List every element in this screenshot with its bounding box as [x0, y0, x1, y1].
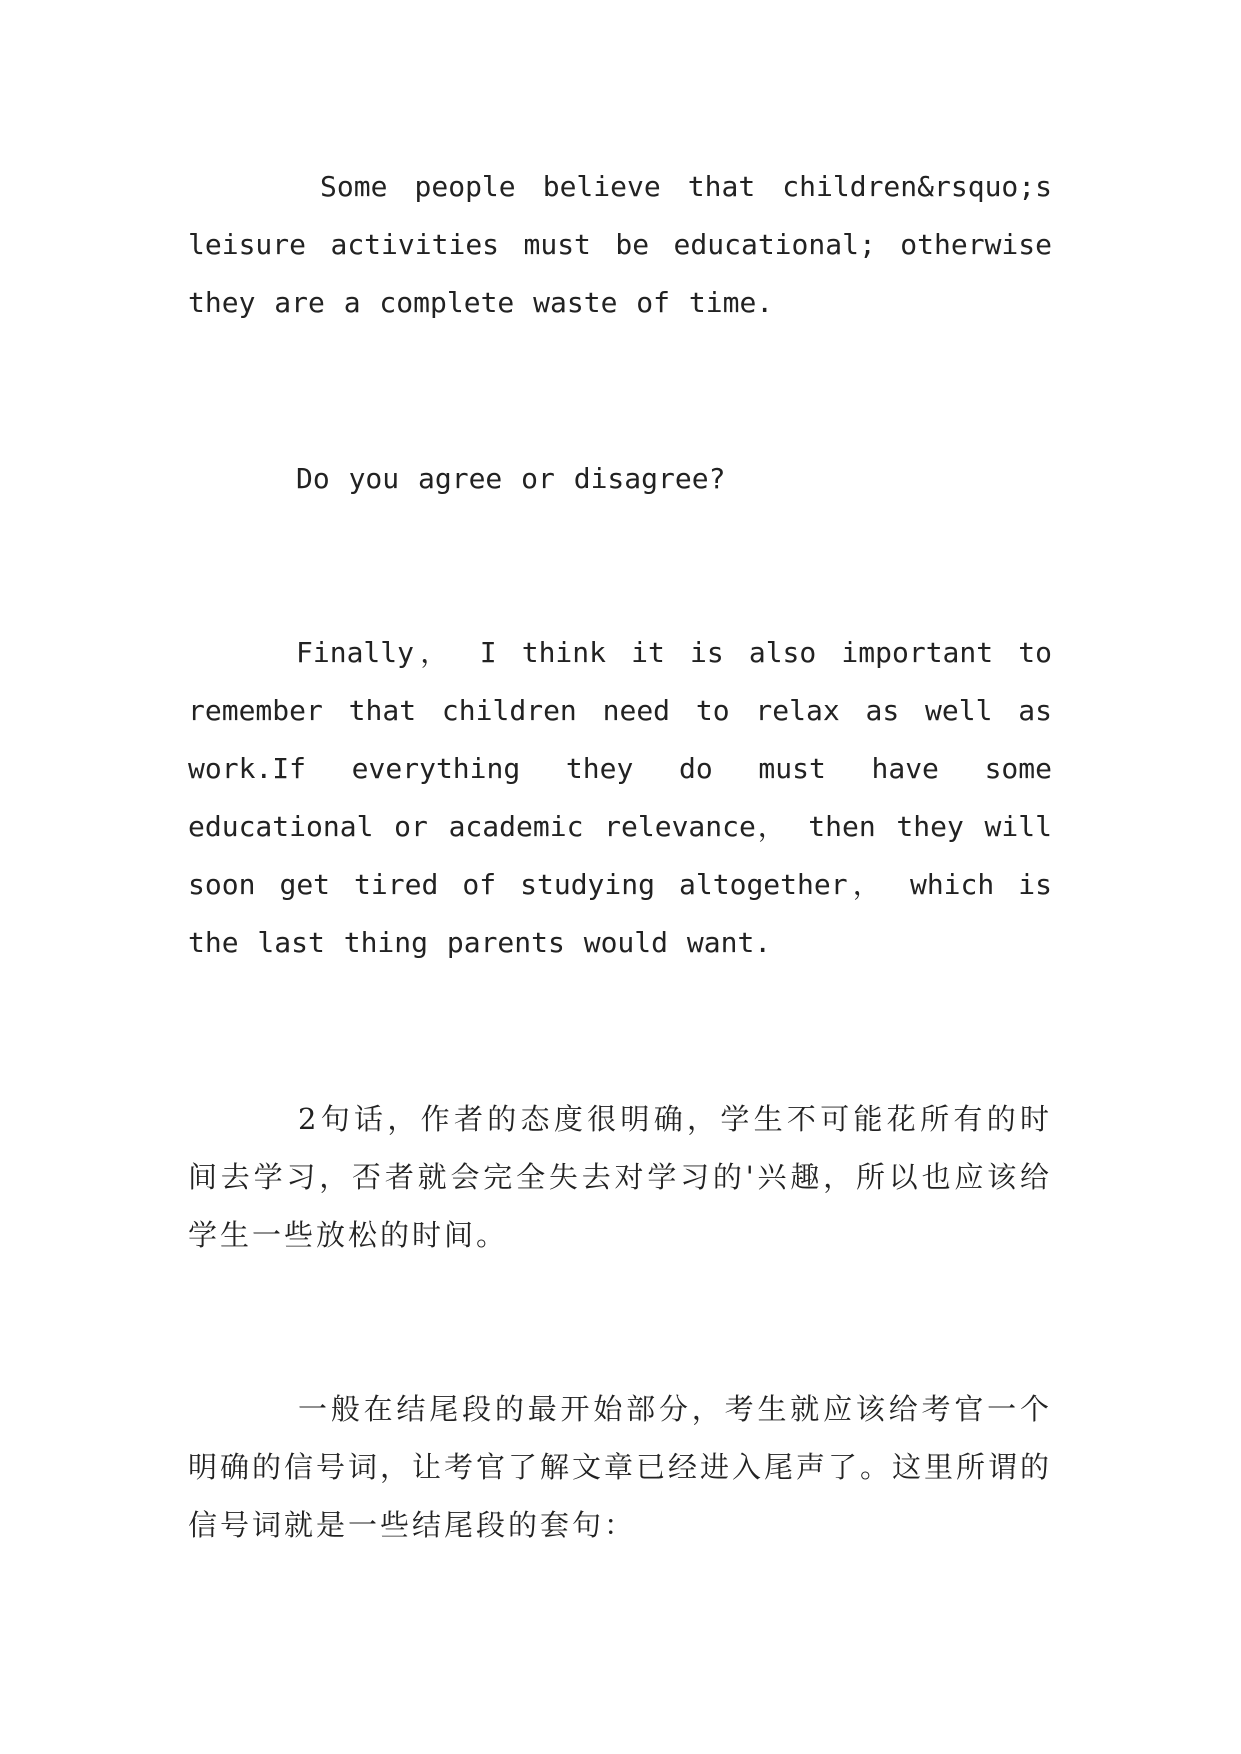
signal-words-paragraph: 一般在结尾段的最开始部分，考生就应该给考官一个明确的信号词，让考官了解文章已经进入尾声了。这里所谓的信号词就是一些结尾段的套句： — [188, 1392, 1053, 1542]
sample-conclusion-paragraph: Finally， I think it is also important to remember that children need to relax as well as work.If everything they do must have some educational or academic relevance， then they will soon get tired of studying altogether， which is the last thing parents would want. — [188, 636, 1052, 959]
prompt-question-paragraph: Do you agree or disagree? — [296, 462, 726, 495]
prompt-statement-paragraph: Some people believe that children&rsquo;s leisure activities must be educational; otherwise they are a complete waste of time. — [188, 170, 1052, 319]
analysis-paragraph: 2句话，作者的态度很明确，学生不可能花所有的时间去学习，否者就会完全失去对学习的'兴趣，所以也应该给学生一些放松的时间。 — [188, 1102, 1052, 1252]
